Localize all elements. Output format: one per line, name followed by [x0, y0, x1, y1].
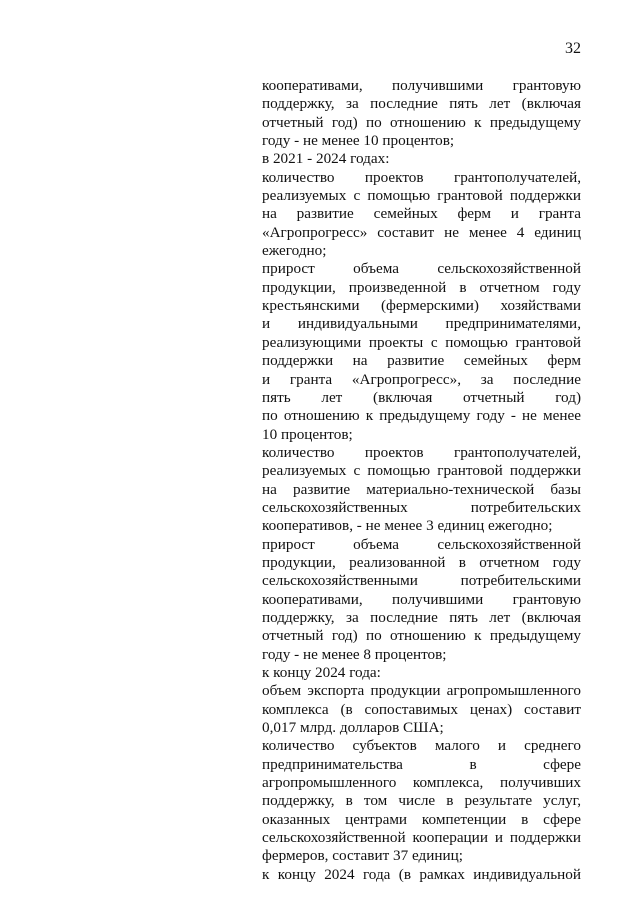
text-line: продукции, реализованной в отчетном году	[262, 553, 581, 571]
text-line: к концу 2024 года (в рамках индивидуальной	[262, 865, 581, 883]
text-line: 0,017 млрд. долларов США;	[262, 719, 444, 737]
text-line: количество проектов грантополучателей,	[262, 443, 581, 461]
text-line: реализуемых с помощью грантовой поддержки	[262, 462, 581, 480]
text-line: оказанных центрами компетенции в сфере	[262, 810, 581, 828]
text-line: сельскохозяйственными потребительскими	[262, 572, 581, 590]
text-line: году - не менее 8 процентов;	[262, 645, 447, 663]
text-line: количество субъектов малого и среднего	[262, 737, 581, 755]
text-line: поддержки на развитие семейных ферм	[262, 352, 581, 370]
text-line: кооперативами, получившими грантовую	[262, 590, 581, 608]
text-line: и гранта «Агропрогресс», за последние	[262, 370, 581, 388]
text-line: крестьянскими (фермерскими) хозяйствами	[262, 297, 581, 315]
text-line: кооперативами, получившими грантовую	[262, 77, 581, 94]
text-line: отчетный год) по отношению к предыдущему	[262, 627, 581, 645]
text-line: «Агропрогресс» составит не менее 4 единиц	[262, 223, 581, 241]
text-line: году - не менее 10 процентов;	[262, 132, 455, 150]
text-line: поддержку, в том числе в результате услуг,	[262, 792, 581, 810]
text-line: фермеров, составит 37 единиц;	[262, 847, 463, 865]
text-line: реализуемых с помощью грантовой поддержки	[262, 187, 581, 205]
text-line: по отношению к предыдущему году - не менее	[262, 407, 581, 425]
text-line: количество проектов грантополучателей,	[262, 168, 581, 186]
text-line: предпринимательства в сфере	[262, 755, 581, 773]
body-text	[262, 77, 581, 884]
page-number: 32	[565, 40, 581, 57]
text-line: комплекса (в сопоставимых ценах) составит	[262, 700, 581, 718]
text-line: сельскохозяйственных потребительских	[262, 498, 581, 516]
text-line: кооперативов, - не менее 3 единиц ежегодно;	[262, 517, 553, 535]
text-line: поддержку, за последние пять лет (включая	[262, 608, 581, 626]
text-line: отчетный год) по отношению к предыдущему	[262, 113, 581, 131]
text-line: 10 процентов;	[262, 425, 353, 443]
text-line: и индивидуальными предпринимателями,	[262, 315, 581, 333]
text-line: агропромышленного комплекса, получивших	[262, 774, 581, 792]
text-line: на развитие материально-технической базы	[262, 480, 581, 498]
text-line: продукции, произведенной в отчетном году	[262, 278, 581, 296]
text-line: ежегодно;	[262, 242, 327, 260]
text-line: в 2021 - 2024 годах:	[262, 150, 390, 168]
text-line: сельскохозяйственной кооперации и поддержки	[262, 829, 581, 847]
text-line: к концу 2024 года:	[262, 664, 381, 681]
text-line: объем экспорта продукции агропромышленного	[262, 682, 581, 700]
text-line: прирост объема сельскохозяйственной	[262, 535, 581, 553]
text-line: поддержку, за последние пять лет (включая	[262, 95, 581, 113]
text-line: пять лет (включая отчетный год)	[262, 388, 581, 406]
text-line: на развитие семейных ферм и гранта	[262, 205, 581, 223]
text-line: прирост объема сельскохозяйственной	[262, 260, 581, 278]
text-line: реализующими проекты с помощью грантовой	[262, 333, 581, 351]
